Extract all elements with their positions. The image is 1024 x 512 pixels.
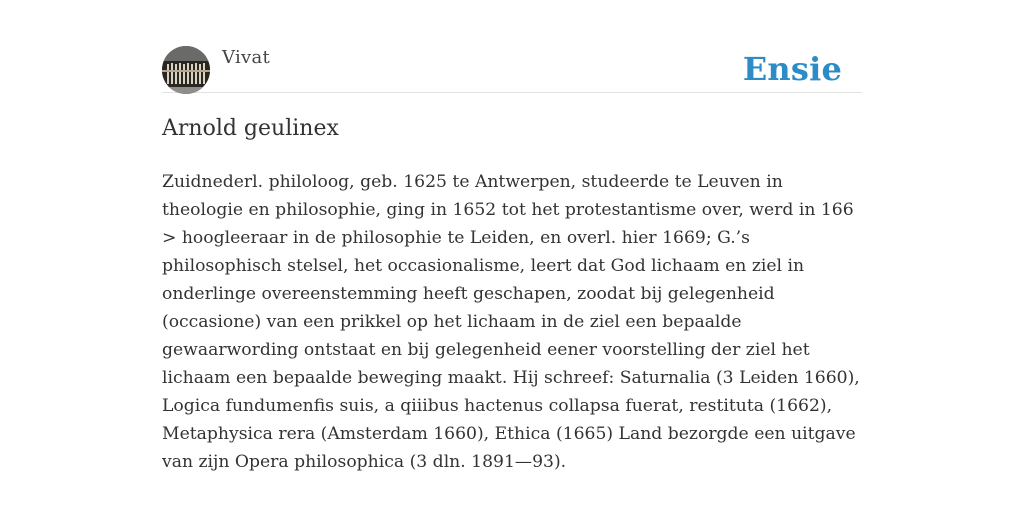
avatar[interactable] [162,46,210,94]
author-name[interactable]: Vivat [222,47,271,68]
brand-logo[interactable]: Ensie [742,50,842,88]
entry-body: Zuidnederl. philoloog, geb. 1625 te Antwerpen, studeerde te Leuven in theologie en philosophie, ging in 1652 tot het protestantisme over, werd in 166 > hoogleeraar in de philosophie te Leiden, en overl. hier 1669; G.’s philosophisch stelsel, het occasionalisme, leert dat God lichaam en ziel in onderlinge overeenstemming heeft geschapen, zoodat bij gelegenheid (occasione) van een prikkel op het lichaam in de ziel een bepaalde gewaarwording ontstaat en bij gelegenheid eener voorstelling der ziel het lichaam een bepaalde beweging maakt. Hij schreef: Saturnalia (3 Leiden 1660), Logica fundumenfis suis, a qiiibus hactenus collapsa fuerat, restituta (1662), Metaphysica rera (Amsterdam 1660), Ethica (1665) Land bezorgde een uitgave van zijn Opera philosophica (3 dln. 1891—93). [162,172,860,472]
entry-header [162,46,862,93]
bookshelf-photo-icon [162,46,210,94]
entry-title: Arnold geulinex [162,116,339,141]
entry-card [162,0,862,512]
